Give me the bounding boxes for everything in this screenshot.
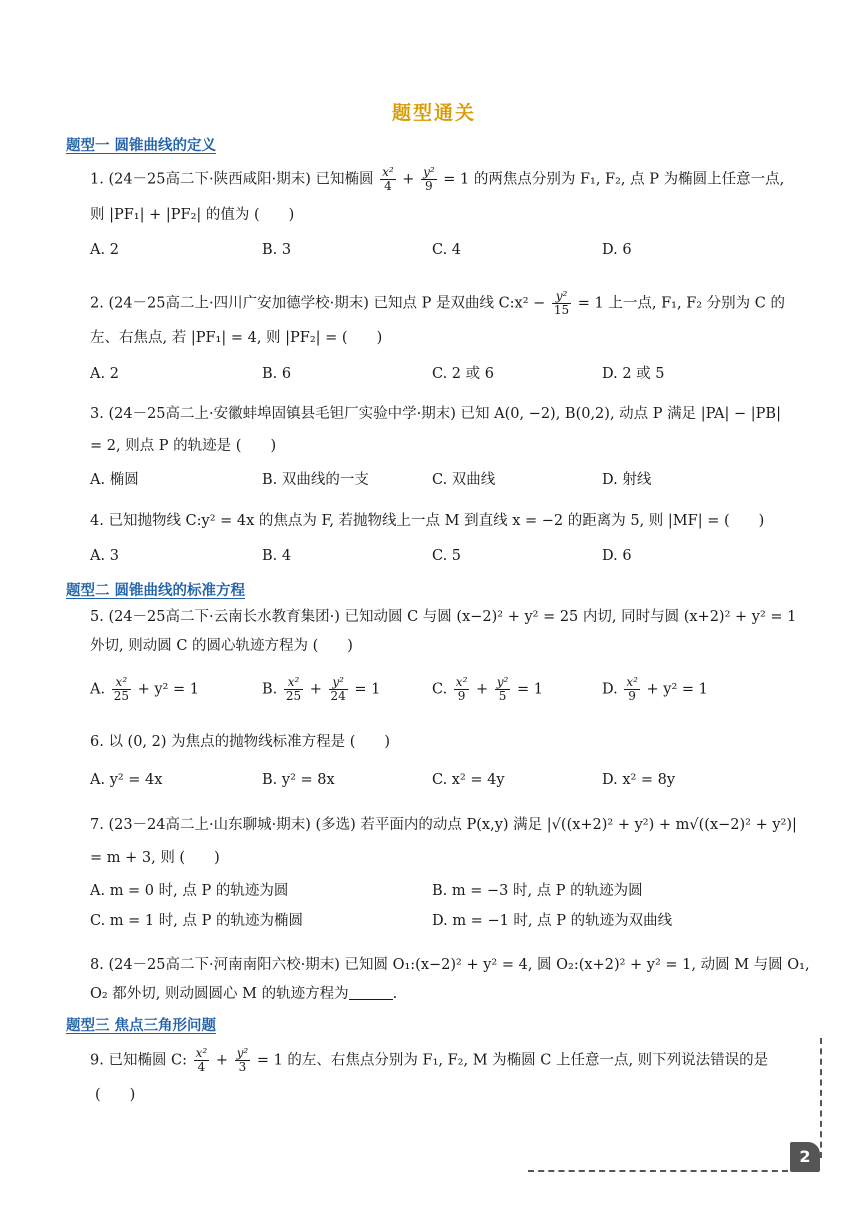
q2-option-c[interactable]: C. 2 或 6 (432, 366, 494, 382)
q2-fraction: $\frac{\text{y²}}{15}$ (553, 289, 570, 317)
question-1-line-1: 1. (24－25高二下·陕西咸阳·期末) 已知椭圆 $\frac{\text{x²}}{4}$ + $\frac{\text{y²}}{9}$ = 1 的两焦点分别为 F₁, F₂, 点 P 为椭圆上任意一点, (90, 165, 785, 193)
q2-option-d[interactable]: D. 2 或 5 (602, 366, 665, 382)
q3-option-b[interactable]: B. 双曲线的一支 (262, 472, 369, 488)
q7-option-b[interactable]: B. m = −3 时, 点 P 的轨迹为圆 (432, 883, 643, 899)
q2-option-b[interactable]: B. 6 (262, 366, 292, 382)
q6-option-c[interactable]: C. x² = 4y (432, 772, 505, 788)
q4-option-d[interactable]: D. 6 (602, 548, 632, 564)
question-7-line-1: 7. (23－24高二上·山东聊城·期末) (多选) 若平面内的动点 P(x,y) 满足 |√((x+2)² + y²) + m√((x−2)² + y²)| (90, 817, 797, 833)
q5-option-d[interactable]: D. $\frac{\text{x²}}{9}$ + y² = 1 (602, 675, 708, 703)
section-heading-1: 题型一 圆锥曲线的定义 (66, 138, 217, 154)
q2-option-a[interactable]: A. 2 (90, 366, 119, 382)
q1-option-d[interactable]: D. 6 (602, 242, 632, 258)
q5-option-a[interactable]: A. $\frac{\text{x²}}{25}$ + y² = 1 (90, 675, 199, 703)
section-heading-2: 题型二 圆锥曲线的标准方程 (66, 583, 246, 599)
q1-text-post: = 1 的两焦点分别为 F₁, F₂, 点 P 为椭圆上任意一点, (443, 171, 785, 188)
question-5-line-1: 5. (24－25高二下·云南长水教育集团·) 已知动圆 C 与圆 (x−2)² + y² = 25 内切, 同时与圆 (x+2)² + y² = 1 (90, 609, 797, 625)
q9-fraction-2: $\frac{\text{y²}}{3}$ (236, 1046, 249, 1074)
q3-option-c[interactable]: C. 双曲线 (432, 472, 496, 488)
q4-option-a[interactable]: A. 3 (90, 548, 119, 564)
q3-option-d[interactable]: D. 射线 (602, 472, 652, 488)
q5-option-c[interactable]: C. $\frac{\text{x²}}{9}$ + $\frac{\text{y²}}{5}$ = 1 (432, 675, 543, 703)
question-6-line-1: 6. 以 (0, 2) 为焦点的抛物线标准方程是 ( ) (90, 734, 391, 750)
question-5-line-2: 外切, 则动圆 C 的圆心轨迹方程为 ( ) (90, 638, 353, 654)
q7-option-d[interactable]: D. m = −1 时, 点 P 的轨迹为双曲线 (432, 913, 673, 929)
question-3-line-1: 3. (24－25高二上·安徽蚌埠固镇县毛钽厂实验中学·期末) 已知 A(0, −2), B(0,2), 动点 P 满足 |PA| − |PB| (90, 406, 781, 422)
answer-blank[interactable] (349, 985, 393, 1000)
page-border-dashed-horizontal (528, 1170, 788, 1172)
question-7-line-2: = m + 3, 则 ( ) (90, 850, 220, 866)
q1-option-a[interactable]: A. 2 (90, 242, 119, 258)
question-1-line-2: 则 |PF₁| + |PF₂| 的值为 ( ) (90, 207, 295, 223)
page-number-badge: 2 (790, 1142, 820, 1172)
q1-option-b[interactable]: B. 3 (262, 242, 292, 258)
question-9-line-2: ( ) (95, 1087, 136, 1103)
page-border-dashed-vertical (820, 1038, 822, 1158)
q1-option-c[interactable]: C. 4 (432, 242, 462, 258)
q9-fraction-1: $\frac{\text{x²}}{4}$ (195, 1046, 208, 1074)
q4-option-b[interactable]: B. 4 (262, 548, 292, 564)
question-2-line-1: 2. (24－25高二上·四川广安加德学校·期末) 已知点 P 是双曲线 C:x² − $\frac{\text{y²}}{15}$ = 1 上一点, F₁, F₂ 分别为 C 的 (90, 289, 785, 317)
question-3-line-2: = 2, 则点 P 的轨迹是 ( ) (90, 438, 277, 454)
q1-fraction-1: $\frac{\text{x²}}{4}$ (382, 165, 394, 193)
q6-option-a[interactable]: A. y² = 4x (90, 772, 163, 788)
q3-option-a[interactable]: A. 椭圆 (90, 472, 139, 488)
q6-option-b[interactable]: B. y² = 8x (262, 772, 335, 788)
q7-option-a[interactable]: A. m = 0 时, 点 P 的轨迹为圆 (90, 883, 289, 899)
question-8-line-1: 8. (24－25高二下·河南南阳六校·期末) 已知圆 O₁:(x−2)² + y² = 4, 圆 O₂:(x+2)² + y² = 1, 动圆 M 与圆 O₁, (90, 957, 810, 973)
section-heading-3: 题型三 焦点三角形问题 (66, 1018, 217, 1034)
q6-option-d[interactable]: D. x² = 8y (602, 772, 676, 788)
page-title: 题型通关 (391, 102, 476, 124)
question-2-line-2: 左、右焦点, 若 |PF₁| = 4, 则 |PF₂| = ( ) (90, 330, 383, 346)
question-4-line-1: 4. 已知抛物线 C:y² = 4x 的焦点为 F, 若抛物线上一点 M 到直线 x = −2 的距离为 5, 则 |MF| = ( ) (90, 513, 765, 529)
q5-option-b[interactable]: B. $\frac{\text{x²}}{25}$ + $\frac{\text{y²}}{24}$ = 1 (262, 675, 381, 703)
question-9-line-1: 9. 已知椭圆 C: $\frac{\text{x²}}{4}$ + $\frac{\text{y²}}{3}$ = 1 的左、右焦点分别为 F₁, F₂, M 为椭圆 C 上任意一点, 则下列说法错误的是 (90, 1046, 769, 1074)
q1-fraction-2: $\frac{\text{y²}}{9}$ (423, 165, 435, 193)
q4-option-c[interactable]: C. 5 (432, 548, 462, 564)
q1-text-pre: 1. (24－25高二下·陕西咸阳·期末) 已知椭圆 (90, 171, 374, 188)
q7-option-c[interactable]: C. m = 1 时, 点 P 的轨迹为椭圆 (90, 913, 303, 929)
question-8-line-2: O₂ 都外切, 则动圆圆心 M 的轨迹方程为 . (90, 986, 398, 1002)
